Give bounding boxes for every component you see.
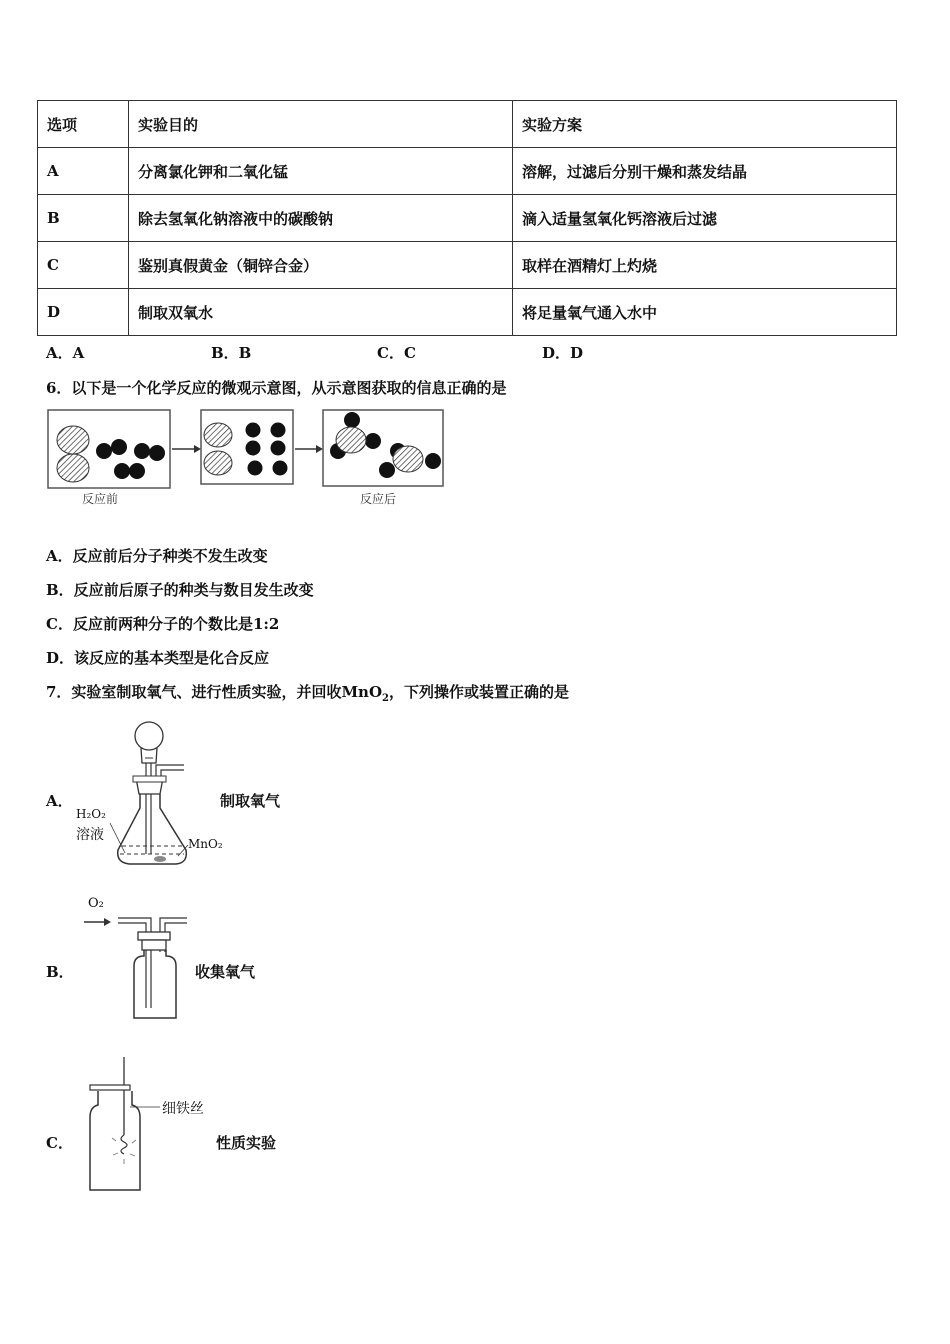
q6-option-c[interactable]: C．反应前两种分子的个数比是1:2 xyxy=(46,615,280,633)
q7-stem-suffix: ，下列操作或装置正确的是 xyxy=(389,683,570,701)
label-mno2: MnO₂ xyxy=(188,837,223,851)
q5-option-a[interactable]: A．A xyxy=(46,344,85,362)
table-header-cell: 实验目的 xyxy=(129,101,513,148)
table-row xyxy=(38,195,897,242)
table-cell: 分离氯化钾和二氧化锰 xyxy=(129,148,513,195)
q7-stem-formula: MnO xyxy=(341,683,383,701)
label-solution: 溶液 xyxy=(76,827,104,843)
table-cell: A xyxy=(38,148,129,195)
label-h2o2: H₂O₂ xyxy=(76,807,106,821)
q6-option-d[interactable]: D．该反应的基本类型是化合反应 xyxy=(46,649,270,667)
table-header-cell: 实验方案 xyxy=(513,101,897,148)
q7-stem-prefix: 7．实验室制取氧气、进行性质实验，并回收 xyxy=(46,683,342,701)
table-header-row xyxy=(38,101,897,148)
table-cell: 将足量氧气通入水中 xyxy=(513,289,897,336)
q7-stem-sub: 2 xyxy=(382,693,389,704)
label-iron-wire: 细铁丝 xyxy=(162,1101,204,1117)
q6-option-b[interactable]: B．反应前后原子的种类与数目发生改变 xyxy=(46,581,314,599)
table-row xyxy=(38,242,897,289)
table-cell: 除去氢氧化钠溶液中的碳酸钠 xyxy=(129,195,513,242)
table-cell: B xyxy=(38,195,129,242)
q7-option-a-caption: 制取氧气 xyxy=(220,792,281,810)
q7-option-b-caption: 收集氧气 xyxy=(195,963,256,981)
q7-option-c-caption: 性质实验 xyxy=(216,1134,277,1152)
table-cell: 制取双氧水 xyxy=(129,289,513,336)
label-after: 反应后 xyxy=(360,492,397,506)
table-cell: C xyxy=(38,242,129,289)
table-cell: 鉴别真假黄金（铜锌合金） xyxy=(129,242,513,289)
q5-option-c[interactable]: C．C xyxy=(377,344,416,362)
q7-option-a-letter[interactable]: A． xyxy=(46,792,73,810)
q5-option-b[interactable]: B．B xyxy=(211,344,252,362)
label-before: 反应前 xyxy=(82,492,119,506)
gas-collection-bottle xyxy=(80,910,200,1025)
table-cell: 溶解，过滤后分别干燥和蒸发结晶 xyxy=(513,148,897,195)
table-row xyxy=(38,289,897,336)
table-header-cell: 选项 xyxy=(38,101,129,148)
q7-option-b-letter[interactable]: B． xyxy=(46,963,74,981)
table-cell: D xyxy=(38,289,129,336)
q5-option-d[interactable]: D．D xyxy=(542,344,584,362)
table-cell: 滴入适量氢氧化钙溶液后过滤 xyxy=(513,195,897,242)
label-o2: O₂ xyxy=(88,896,104,911)
table-cell: 取样在酒精灯上灼烧 xyxy=(513,242,897,289)
experiment-table xyxy=(37,100,897,336)
q7-stem xyxy=(46,681,569,704)
table-row xyxy=(38,148,897,195)
q6-stem: 6．以下是一个化学反应的微观示意图，从示意图获取的信息正确的是 xyxy=(46,379,507,397)
q7-option-c-letter[interactable]: C． xyxy=(46,1134,73,1152)
iron-wire-combustion-bottle xyxy=(80,1055,200,1195)
q6-option-a[interactable]: A．反应前后分子种类不发生改变 xyxy=(46,547,268,565)
